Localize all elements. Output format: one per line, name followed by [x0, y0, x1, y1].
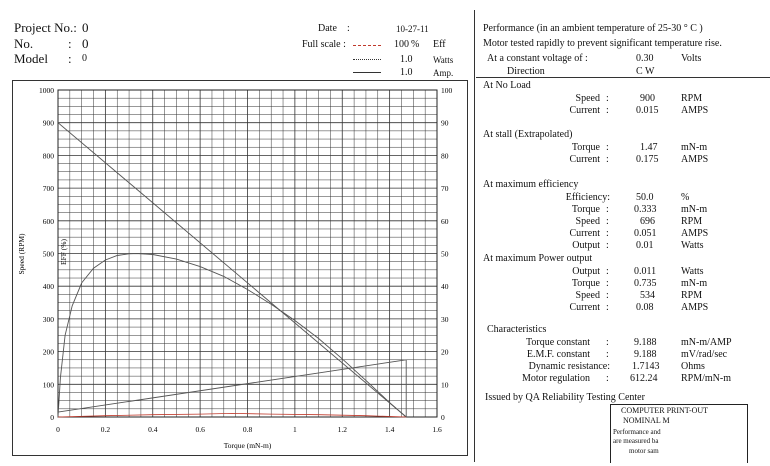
ke-label: E.M.F. constant — [526, 349, 590, 360]
x-tick-label: 0.6 — [195, 425, 205, 434]
colon: : — [606, 278, 609, 289]
x-tick-label: 1 — [293, 425, 297, 434]
y-left-tick-label: 400 — [42, 282, 54, 292]
eff-scale-unit: % — [411, 39, 420, 50]
maxeff-eff-unit: % — [681, 192, 690, 203]
resistance-unit: Ohms — [681, 361, 705, 372]
noload-speed-unit: RPM — [681, 93, 703, 104]
noload-speed-label: Speed — [575, 93, 600, 104]
colon: : — [606, 266, 609, 277]
maxpower-speed-label: Speed — [575, 290, 600, 301]
y-right-tick-label: 40 — [441, 282, 449, 292]
model-label: Model — [14, 51, 48, 66]
maxeff-current-unit: AMPS — [681, 228, 709, 239]
eff-scale-name: Eff — [433, 39, 446, 50]
y-left-tick-label: 100 — [42, 380, 54, 390]
stall-current-unit: AMPS — [681, 154, 709, 165]
resistance-label: Dynamic resistance: — [528, 361, 610, 372]
x-tick-label: 1.2 — [337, 425, 347, 434]
y-left-tick-label: 700 — [42, 184, 54, 194]
stamp-line5: motor sam — [629, 447, 659, 455]
kt-unit: mN-m/AMP — [681, 337, 732, 348]
maxpower-speed-value: 534 — [640, 290, 655, 301]
eff-scale-value: 100 — [394, 39, 409, 50]
maxpower-output-unit: Watts — [681, 266, 704, 277]
ke-unit: mV/rad/sec — [681, 349, 728, 360]
maxpower-current-value: 0.08 — [636, 302, 654, 313]
issued-by: Issued by QA Reliability Testing Center — [485, 392, 645, 403]
ke-value: 9.188 — [634, 349, 657, 360]
amp-scale-name: Amp. — [433, 68, 454, 78]
maxeff-current-value: 0.051 — [634, 228, 657, 239]
y-right-tick-label: 10 — [441, 380, 449, 390]
voltage-value: 0.30 — [636, 53, 654, 64]
x-tick-label: 0.8 — [242, 425, 253, 434]
noload-speed-value: 900 — [640, 93, 655, 104]
y-right-tick-label: 90 — [441, 118, 449, 128]
y-left-tick-label: 900 — [42, 118, 54, 128]
x-tick-label: 0.2 — [100, 425, 111, 434]
stall-current-value: 0.175 — [636, 154, 659, 165]
maxeff-current-label: Current — [569, 228, 600, 239]
date-sep: : — [347, 23, 350, 34]
no-label: No. — [14, 36, 34, 51]
printout-stamp — [610, 404, 748, 463]
colon: : — [606, 216, 609, 227]
divider — [474, 10, 475, 462]
y-right-tick-label: 100 — [441, 86, 453, 95]
maxeff-speed-value: 696 — [640, 216, 655, 227]
char-title: Characteristics — [487, 324, 547, 335]
y-left-tick-label: 800 — [42, 151, 54, 161]
maxeff-torque-unit: mN-m — [681, 204, 708, 215]
stamp-line1: COMPUTER PRINT-OUT — [621, 406, 709, 415]
colon: : — [606, 204, 609, 215]
kt-value: 9.188 — [634, 337, 657, 348]
y-axis-label: Speed (RPM) — [17, 233, 26, 275]
no-value: 0 — [82, 36, 89, 51]
watts-scale-name: Watts — [433, 55, 454, 65]
maxeff-speed-label: Speed — [575, 216, 600, 227]
stamp-line3: Performance and — [613, 428, 661, 436]
maxeff-eff-label: Efficiency: — [565, 192, 610, 203]
y-right-tick-label: 80 — [441, 151, 449, 161]
colon: : — [606, 373, 609, 384]
x-tick-label: 1.6 — [432, 425, 442, 434]
amp-scale-value: 1.0 — [400, 67, 413, 78]
maxeff-speed-unit: RPM — [681, 216, 703, 227]
colon: : — [606, 290, 609, 301]
perf-title: Performance (in an ambient temperature of 25-30 ° C ) — [483, 23, 703, 34]
y-left-tick-label: 200 — [42, 347, 54, 357]
maxpower-output-value: 0.011 — [634, 266, 657, 277]
noload-current-label: Current — [569, 105, 600, 116]
y-right-tick-label: 0 — [441, 413, 445, 422]
maxpower-speed-unit: RPM — [681, 290, 703, 301]
perf-note: Motor tested rapidly to prevent significant temperature rise. — [483, 38, 722, 49]
noload-current-value: 0.015 — [636, 105, 659, 116]
regulation-label: Motor regulation — [521, 373, 590, 384]
maxpower-torque-unit: mN-m — [681, 278, 708, 289]
colon: : — [606, 105, 609, 116]
y-right-tick-label: 60 — [441, 216, 449, 226]
perf-header-rule — [476, 77, 770, 78]
colon: : — [606, 240, 609, 251]
y-left-tick-label: 500 — [42, 249, 54, 259]
maxeff-output-value: 0.01 — [636, 240, 654, 251]
noload-title: At No Load — [483, 80, 531, 91]
watts-scale-value: 1.0 — [400, 54, 413, 65]
voltage-unit: Volts — [681, 53, 702, 64]
model-value: 0 — [82, 53, 87, 64]
y-left-tick-label: 0 — [50, 413, 54, 422]
model-sep: : — [68, 51, 72, 66]
date-label: Date — [318, 23, 337, 34]
x-tick-label: 1.4 — [384, 425, 395, 434]
colon: : — [606, 337, 609, 348]
y-right-tick-label: 70 — [441, 184, 449, 194]
direction-value: C W — [636, 66, 655, 77]
y-left-tick-label: 300 — [42, 314, 54, 324]
colon: : — [606, 349, 609, 360]
y-right-tick-label: 30 — [441, 314, 449, 324]
maxpower-torque-label: Torque — [571, 278, 600, 289]
colon: : — [606, 142, 609, 153]
kt-label: Torque constant — [525, 337, 590, 348]
maxeff-eff-value: 50.0 — [636, 192, 654, 203]
voltage-label: At a constant voltage of : — [487, 53, 588, 64]
direction-label: Direction — [507, 66, 545, 77]
stall-current-label: Current — [569, 154, 600, 165]
maxpower-current-label: Current — [569, 302, 600, 313]
colon: : — [606, 302, 609, 313]
noload-current-unit: AMPS — [681, 105, 709, 116]
y-right-tick-label: 20 — [441, 347, 449, 357]
maxeff-output-unit: Watts — [681, 240, 704, 251]
x-axis-label: Torque (mN-m) — [223, 441, 272, 450]
maxeff-torque-label: Torque — [571, 204, 600, 215]
stall-torque-unit: mN-m — [681, 142, 708, 153]
y-right-tick-label: 50 — [441, 249, 449, 259]
project-value: 0 — [82, 20, 89, 35]
maxeff-title: At maximum efficiency — [483, 179, 579, 190]
x-tick-label: 0 — [56, 425, 60, 434]
regulation-unit: RPM/mN-m — [681, 373, 732, 384]
maxpower-current-unit: AMPS — [681, 302, 709, 313]
maxpower-title: At maximum Power output — [483, 253, 593, 264]
maxeff-output-label: Output — [572, 240, 600, 251]
no-sep: : — [68, 36, 72, 51]
colon: : — [606, 93, 609, 104]
resistance-value: 1.7143 — [632, 361, 660, 372]
stamp-line4: are measured ba — [613, 437, 659, 445]
stamp-line2: NOMINAL M — [623, 416, 670, 425]
fullscale-label: Full scale : — [302, 39, 346, 50]
stall-torque-label: Torque — [571, 142, 600, 153]
colon: : — [606, 228, 609, 239]
maxeff-torque-value: 0.333 — [634, 204, 657, 215]
regulation-value: 612.24 — [630, 373, 658, 384]
y-left-tick-label: 600 — [42, 216, 54, 226]
y-left-tick-label: 1000 — [39, 86, 54, 95]
eff-axis-label: EFF (%) — [59, 238, 68, 266]
date-value: 10-27-11 — [396, 24, 429, 34]
project-label: Project No.: — [14, 20, 77, 35]
maxpower-torque-value: 0.735 — [634, 278, 657, 289]
x-tick-label: 0.4 — [148, 425, 158, 434]
stall-title: At stall (Extrapolated) — [483, 129, 573, 140]
stall-torque-value: 1.47 — [640, 142, 658, 153]
maxpower-output-label: Output — [572, 266, 600, 277]
colon: : — [606, 154, 609, 165]
